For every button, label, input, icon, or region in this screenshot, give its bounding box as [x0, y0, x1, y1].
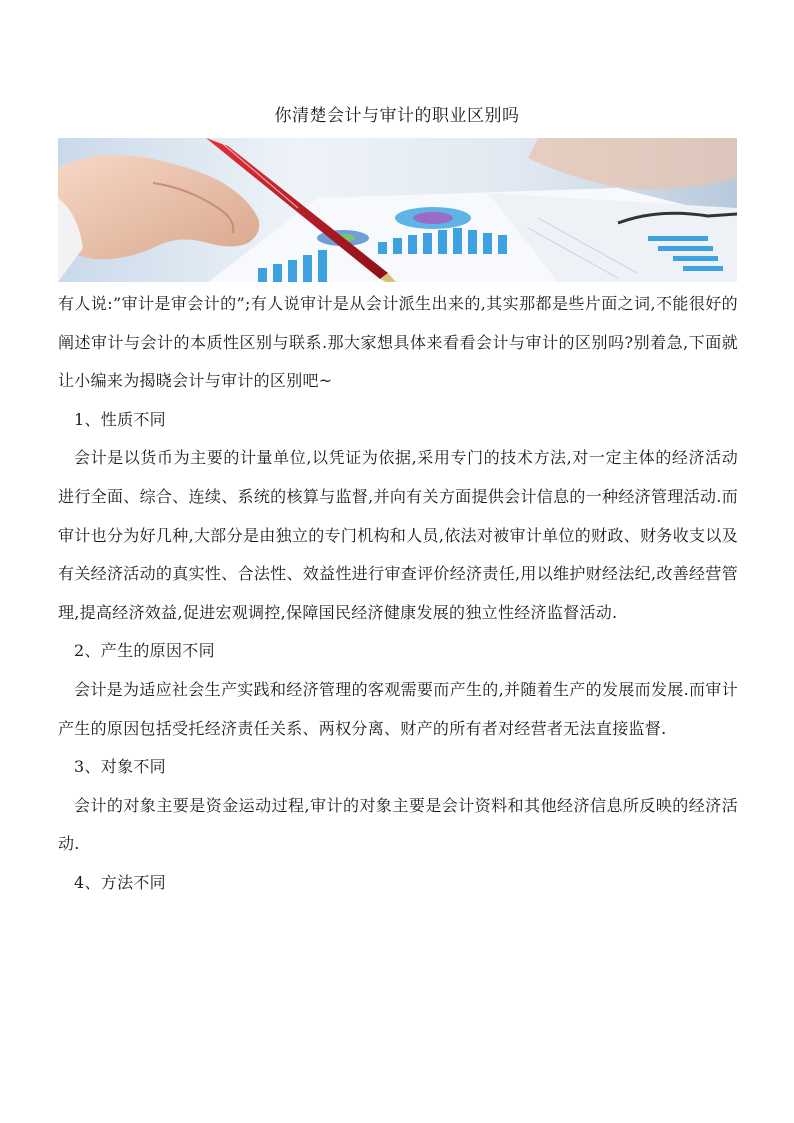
- section-heading-4: 4、方法不同: [74, 872, 166, 892]
- section-paragraph-2: 会计是为适应社会生产实践和经济管理的客观需要而产生的,并随着生产的发展而发展.而审计产生的原因包括受托经济责任关系、两权分离、财产的所有者对经营者无法直接监督.: [58, 679, 738, 738]
- section-paragraph-3: 会计的对象主要是资金运动过程,审计的对象主要是会计资料和其他经济信息所反映的经济活动.: [58, 795, 738, 854]
- hand-with-pen-chart-illustration: [58, 138, 737, 282]
- intro-paragraph: 有人说:”审计是审会计的”;有人说审计是从会计派生出来的,其实那都是些片面之词,不能很好的阐述审计与会计的本质性区别与联系.那大家想具体来看看会计与审计的区别吗?别着急,下面就让小编来为揭晓会计与审计的区别吧~: [58, 294, 738, 391]
- banner-image: [58, 138, 737, 282]
- section-heading-3: 3、对象不同: [74, 757, 166, 777]
- section-heading-2: 2、产生的原因不同: [74, 641, 215, 661]
- article-body: [58, 285, 738, 903]
- section-heading-1: 1、性质不同: [74, 409, 166, 429]
- section-paragraph-1: 会计是以货币为主要的计量单位,以凭证为依据,采用专门的技术方法,对一定主体的经济活动进行全面、综合、连续、系统的核算与监督,并向有关方面提供会计信息的一种经济管理活动.而审计也分为好几种,大部分是由独立的专门机构和人员,依法对被审计单位的财政、财务收支以及有关经济活动的真实性、合法性、效益性进行审查评价经济责任,用以维护财经法纪,改善经营管理,提高经济效益,促进宏观调控,保障国民经济健康发展的独立性经济监督活动.: [58, 448, 738, 622]
- page-title: 你清楚会计与审计的职业区别吗: [274, 106, 520, 126]
